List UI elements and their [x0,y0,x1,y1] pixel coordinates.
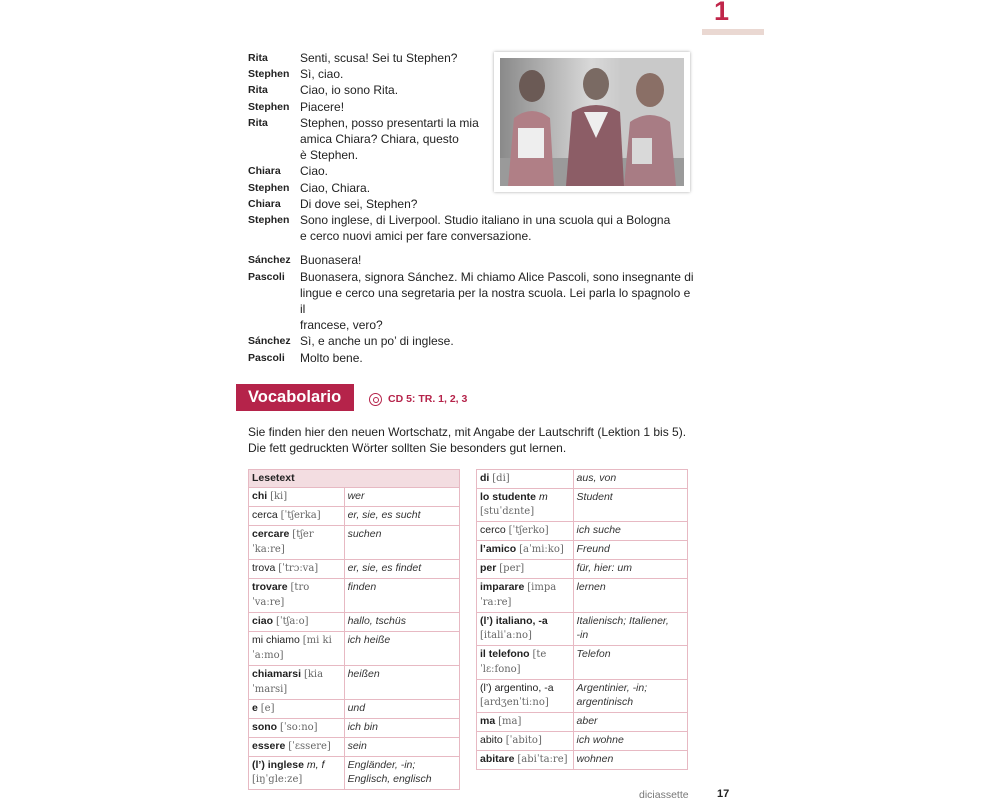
table-row [477,713,688,732]
speaker-name [248,147,300,163]
pronunciation: [ˈtʃerka] [280,510,321,521]
speaker-name: Rita [248,52,268,64]
dialogue-2 [248,252,698,365]
translation: finden [347,581,377,593]
translation-cell [573,613,687,646]
pronunciation: [iŋˈgleːze] [252,774,303,785]
vocab-word-cell [477,751,574,770]
speaker-name: Sánchez [248,254,291,267]
vocab-word-cell [249,526,345,560]
vocab-word: cerco [480,524,506,536]
pronunciation: [mi kiˈaːmo] [252,635,332,661]
translation-cont: -in [576,629,589,641]
translation: hallo, tschüs [347,615,406,627]
translation-cell [344,632,459,666]
vocab-table-right [476,469,688,770]
vocab-word-cell [249,632,345,666]
translation: und [347,702,366,714]
speaker-name [248,131,300,147]
translation-cell [573,579,687,613]
vocab-word-cell [477,470,574,489]
pronunciation: [ki] [270,491,288,502]
dialogue-line [248,269,698,285]
translation-cell [573,646,687,680]
translation: sein [347,740,367,752]
grammar-gender: m [538,491,548,503]
table-row [249,488,460,507]
table-row [477,560,688,579]
cd-track-label: CD 5: TR. 1, 2, 3 [388,393,468,405]
pronunciation: [troˈvaːre] [252,582,310,608]
speaker-name: Rita [248,116,268,129]
vocab-word-cell [249,719,345,738]
speaker-name: Stephen [248,214,290,227]
table-row [477,579,688,613]
vocab-word: (l’) italiano, -a [480,615,548,627]
dialogue-line [248,317,698,333]
dialogue-text: è Stephen. [300,148,359,163]
dialogue-text: Senti, scusa! Sei tu Stephen? [300,51,458,65]
table-row [249,719,460,738]
dialogue-text: Sì, ciao. [300,67,344,82]
table-row [249,700,460,719]
translation: ich suche [576,524,621,536]
vocab-word-cell [477,489,574,522]
vocab-word-cell [249,613,345,632]
dialogue-line [248,285,698,317]
speaker-name: Pascoli [248,270,285,283]
translation-cell [573,732,687,751]
vocab-word: di [480,472,490,484]
pronunciation: [e] [260,703,275,714]
vocab-word-cell [249,666,345,700]
vocab-word-cell [249,488,345,507]
speaker-name [248,317,300,333]
pronunciation: [impaˈraːre] [480,582,557,608]
dialogue-line [248,350,698,366]
speaker-name: Stephen [248,100,290,113]
intro-line-2: Die fett gedruckten Wörter sollten Sie besonders gut lernen. [248,441,567,455]
table-row [477,613,688,646]
dialogue-line [248,196,698,212]
translation-cell [344,719,459,738]
translation: Student [576,491,613,503]
pronunciation: [di] [492,473,510,484]
pronunciation: [ˈtʃaːo] [275,616,309,627]
vocab-word-cell [477,579,574,613]
dialogue-text: Sono inglese, di Liverpool. Studio italiano in una scuola qui a Bologna [300,213,671,228]
translation: Engländer, -in; [347,759,416,771]
dialogue-text: Stephen, posso presentarti la mia [300,115,479,130]
dialogue-line [248,252,698,268]
speaker-name: Stephen [248,181,290,194]
translation-cell [573,541,687,560]
students-photo [494,52,690,192]
vocab-word: essere [252,740,286,752]
dialogue-text: Buonasera, signora Sánchez. Mi chiamo Alice Pascoli, sono insegnante di [300,269,694,284]
dialogue-text: e cerco nuovi amici per fare conversazione. [300,229,532,244]
dialogue-text: Buonasera! [300,253,362,268]
pronunciation: [ˈsoːno] [280,722,318,733]
vocab-word-cell [249,738,345,757]
vocab-word: trova [252,562,276,574]
translation-cell [573,560,687,579]
pronunciation: [ˈɛssere] [288,741,331,752]
dialogue-text: Molto bene. [300,350,363,365]
translation: Freund [576,543,610,555]
dialogue-text: lingue e cerco una segretaria per la nostra scuola. Lei parla lo spagnolo e il [300,285,691,317]
table-row [477,470,688,489]
translation: Telefon [576,648,611,660]
page-number: 17 [717,788,730,800]
vocab-word: abitare [480,753,515,765]
vocabolario-banner: Vocabolario [236,384,354,411]
chapter-number: 1 [714,0,730,26]
dialogue-text: Piacere! [300,99,345,114]
translation-cell [344,488,459,507]
translation: heißen [347,668,380,680]
vocab-word: imparare [480,581,525,593]
translation-cell [344,666,459,700]
vocab-word-cell [477,732,574,751]
dialogue-line [248,228,698,244]
table-row [249,757,460,790]
translation: er, sie, es findet [347,562,422,574]
translation: wer [347,490,365,502]
translation-cell [344,579,459,613]
vocab-word-cell [249,560,345,579]
vocab-word-cell [477,613,574,646]
vocab-word-cell [249,757,345,790]
dialogue-text: francese, vero? [300,318,383,333]
vocab-word: cercare [252,528,290,540]
translation: ich bin [347,721,378,733]
pronunciation: [stuˈdɛnte] [480,506,535,517]
speaker-name: Pascoli [248,351,285,364]
table-row [477,541,688,560]
vocab-word-cell [477,646,574,680]
translation-cell [573,470,687,489]
table-row [477,751,688,770]
translation: suchen [347,528,382,540]
table-row [477,732,688,751]
translation-cell [344,700,459,719]
translation: er, sie, es sucht [347,509,421,521]
dialogue-text: Di dove sei, Stephen? [300,196,418,211]
table-row [249,507,460,526]
translation: ich heiße [347,634,391,646]
dialogue-line [248,333,698,349]
pronunciation: [tʃerˈkaːre] [252,529,314,555]
translation-cell [344,613,459,632]
vocab-word-cell [249,579,345,613]
translation-cell [344,738,459,757]
speaker-name: Rita [248,84,268,97]
translation-cell [573,751,687,770]
cd-icon [369,393,382,406]
table-row [249,613,460,632]
table-row [477,680,688,713]
translation: Argentinier, -in; [576,682,648,694]
translation-cont: Englisch, englisch [347,773,432,785]
pronunciation: [ardʒenˈtiːno] [480,697,549,708]
table-row [249,632,460,666]
vocab-word: cerca [252,509,278,521]
table-row [249,666,460,700]
vocab-word-cell [249,507,345,526]
table-row [477,522,688,541]
vocab-word: trovare [252,581,288,593]
vocab-word-cell [477,560,574,579]
table-row [249,579,460,613]
table-row [249,526,460,560]
speaker-name: Chiara [248,165,281,178]
translation: wohnen [576,753,614,765]
speaker-name: Stephen [248,68,290,81]
speaker-name [248,228,300,244]
vocab-word: per [480,562,497,574]
translation-cell [573,713,687,732]
vocab-word: ciao [252,615,274,627]
vocab-word: chiamarsi [252,668,302,680]
vocab-word: sono [252,721,278,733]
speaker-name: Chiara [248,197,281,210]
table-row [249,738,460,757]
table-header: Lesetext [249,470,460,488]
pronunciation: [ma] [498,716,522,727]
vocab-word: mi chiamo [252,634,300,646]
vocab-word: ma [480,715,496,727]
translation: aus, von [576,472,617,484]
dialogue-text: Ciao. [300,164,329,179]
pronunciation: [ˈtrɔːva] [278,563,319,574]
vocab-word: lo studente [480,491,537,503]
pronunciation: [italiˈaːno] [480,630,532,641]
vocab-word: il telefono [480,648,530,660]
dialogue-text: Sì, e anche un po’ di inglese. [300,334,454,349]
translation: ich wohne [576,734,624,746]
vocab-word: (l’) argentino, -a [480,682,554,694]
translation-cell [344,757,459,790]
dialogue-text: amica Chiara? Chiara, questo [300,132,459,147]
translation: lernen [576,581,606,593]
pronunciation: [teˈlɛːfono] [480,649,547,675]
dialogue-line [248,212,698,228]
translation-cell [573,522,687,541]
vocab-word: (l’) inglese [252,759,304,771]
vocab-word-cell [477,522,574,541]
vocab-word: e [252,702,258,714]
table-row [477,489,688,522]
speaker-name [248,285,300,317]
pronunciation: [abiˈtaːre] [517,754,568,765]
vocab-table-left [248,469,460,790]
vocab-intro [248,424,708,456]
vocab-word: abito [480,734,503,746]
translation-cont: argentinisch [576,696,634,708]
vocab-word: l’amico [480,543,517,555]
vocab-word-cell [477,713,574,732]
vocab-word-cell [477,541,574,560]
speaker-name: Sánchez [248,335,291,348]
table-row [249,560,460,579]
translation: Italienisch; Italiener, [576,615,669,627]
dialogue-text: Ciao, io sono Rita. [300,83,399,98]
intro-line-1: Sie finden hier den neuen Wortschatz, mit Angabe der Lautschrift (Lektion 1 bis 5). [248,425,687,439]
translation-cell [344,507,459,526]
page-number-word: diciassette [639,789,689,801]
vocab-word-cell [249,700,345,719]
translation: für, hier: um [576,562,632,574]
translation-cell [344,526,459,560]
pronunciation: [per] [499,563,525,574]
vocab-word: chi [252,490,268,502]
grammar-gender: m, f [306,759,325,771]
translation-cell [573,680,687,713]
translation-cell [573,489,687,522]
translation: aber [576,715,598,727]
pronunciation: [aˈmiːko] [519,544,564,555]
dialogue-text: Ciao, Chiara. [300,180,371,195]
chapter-bar [702,29,764,35]
translation-cell [344,560,459,579]
table-row [477,646,688,680]
pronunciation: [ˈtʃerko] [508,525,549,536]
vocab-word-cell [477,680,574,713]
pronunciation: [kiaˈmarsi] [252,669,324,695]
pronunciation: [ˈabito] [505,735,542,746]
